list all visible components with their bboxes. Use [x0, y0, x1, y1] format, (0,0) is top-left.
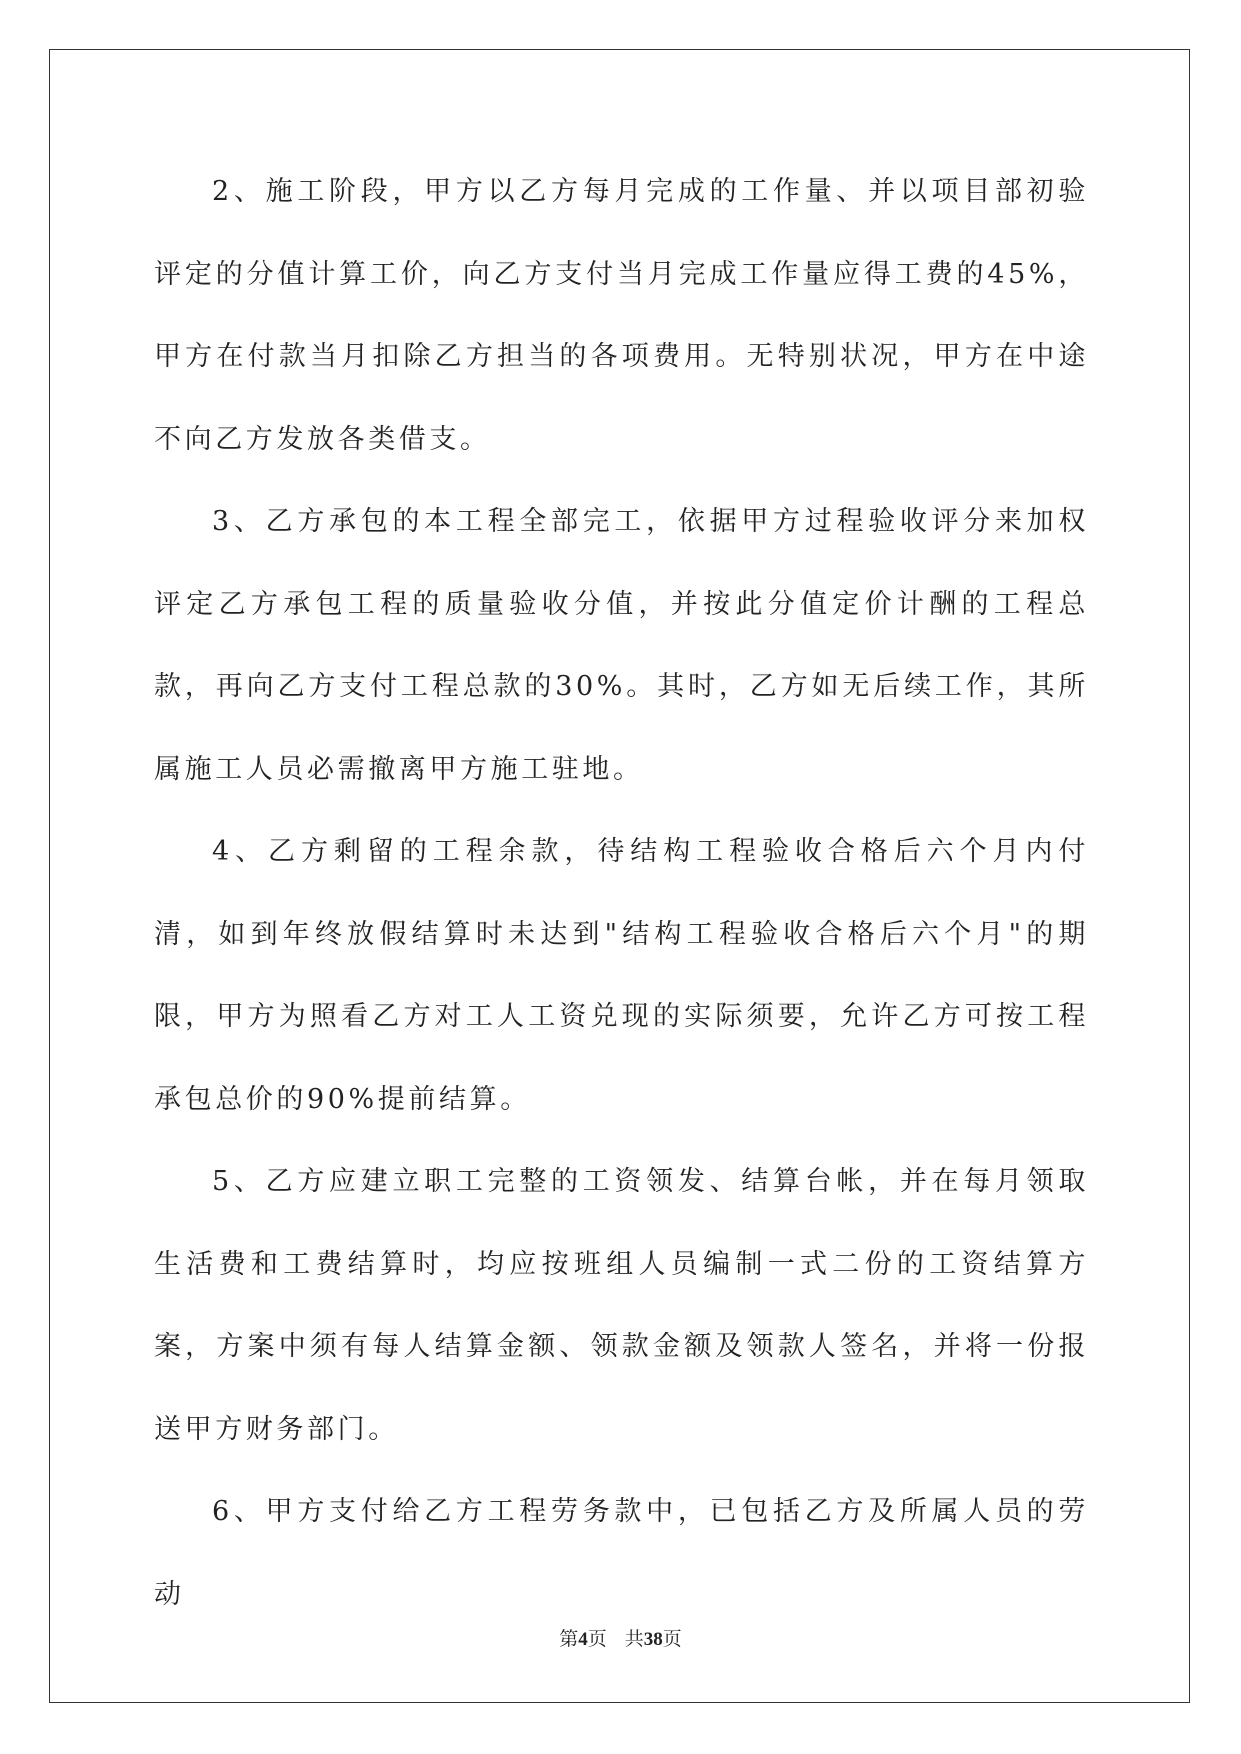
paragraph-2: 2、施工阶段，甲方以乙方每月完成的工作量、并以项目部初验评定的分值计算工价，向乙方支付当月完成工作量应得工费的45%，甲方在付款当月扣除乙方担当的各项费用。无特别状况，甲方在中途不向乙方发放各类借支。	[154, 176, 1089, 455]
paragraph-4: 4、乙方剩留的工程余款，待结构工程验收合格后六个月内付清，如到年终放假结算时未达到"结构工程验收合格后六个月"的期限，甲方为照看乙方对工人工资兑现的实际须要，允许乙方可按工程承包总价的90%提前结算。	[154, 836, 1089, 1115]
page-number: 4	[578, 1629, 588, 1650]
paragraph-6: 6、甲方支付给乙方工程劳务款中，已包括乙方及所属人员的劳动	[154, 1496, 1089, 1610]
total-prefix: 共	[624, 1628, 644, 1650]
total-suffix: 页	[662, 1628, 682, 1650]
page-suffix: 页	[587, 1628, 607, 1650]
total-pages: 38	[643, 1629, 663, 1650]
page-prefix: 第	[559, 1628, 579, 1650]
page-footer	[0, 1624, 1241, 1651]
document-body	[154, 151, 1089, 1636]
paragraph-3: 3、乙方承包的本工程全部完工，依据甲方过程验收评分来加权评定乙方承包工程的质量验收分值，并按此分值定价计酬的工程总款，再向乙方支付工程总款的30%。其时，乙方如无后续工作，其所属施工人员必需撤离甲方施工驻地。	[154, 506, 1089, 785]
paragraph-5: 5、乙方应建立职工完整的工资领发、结算台帐，并在每月领取生活费和工费结算时，均应按班组人员编制一式二份的工资结算方案，方案中须有每人结算金额、领款金额及领款人签名，并将一份报送甲方财务部门。	[154, 1166, 1089, 1445]
